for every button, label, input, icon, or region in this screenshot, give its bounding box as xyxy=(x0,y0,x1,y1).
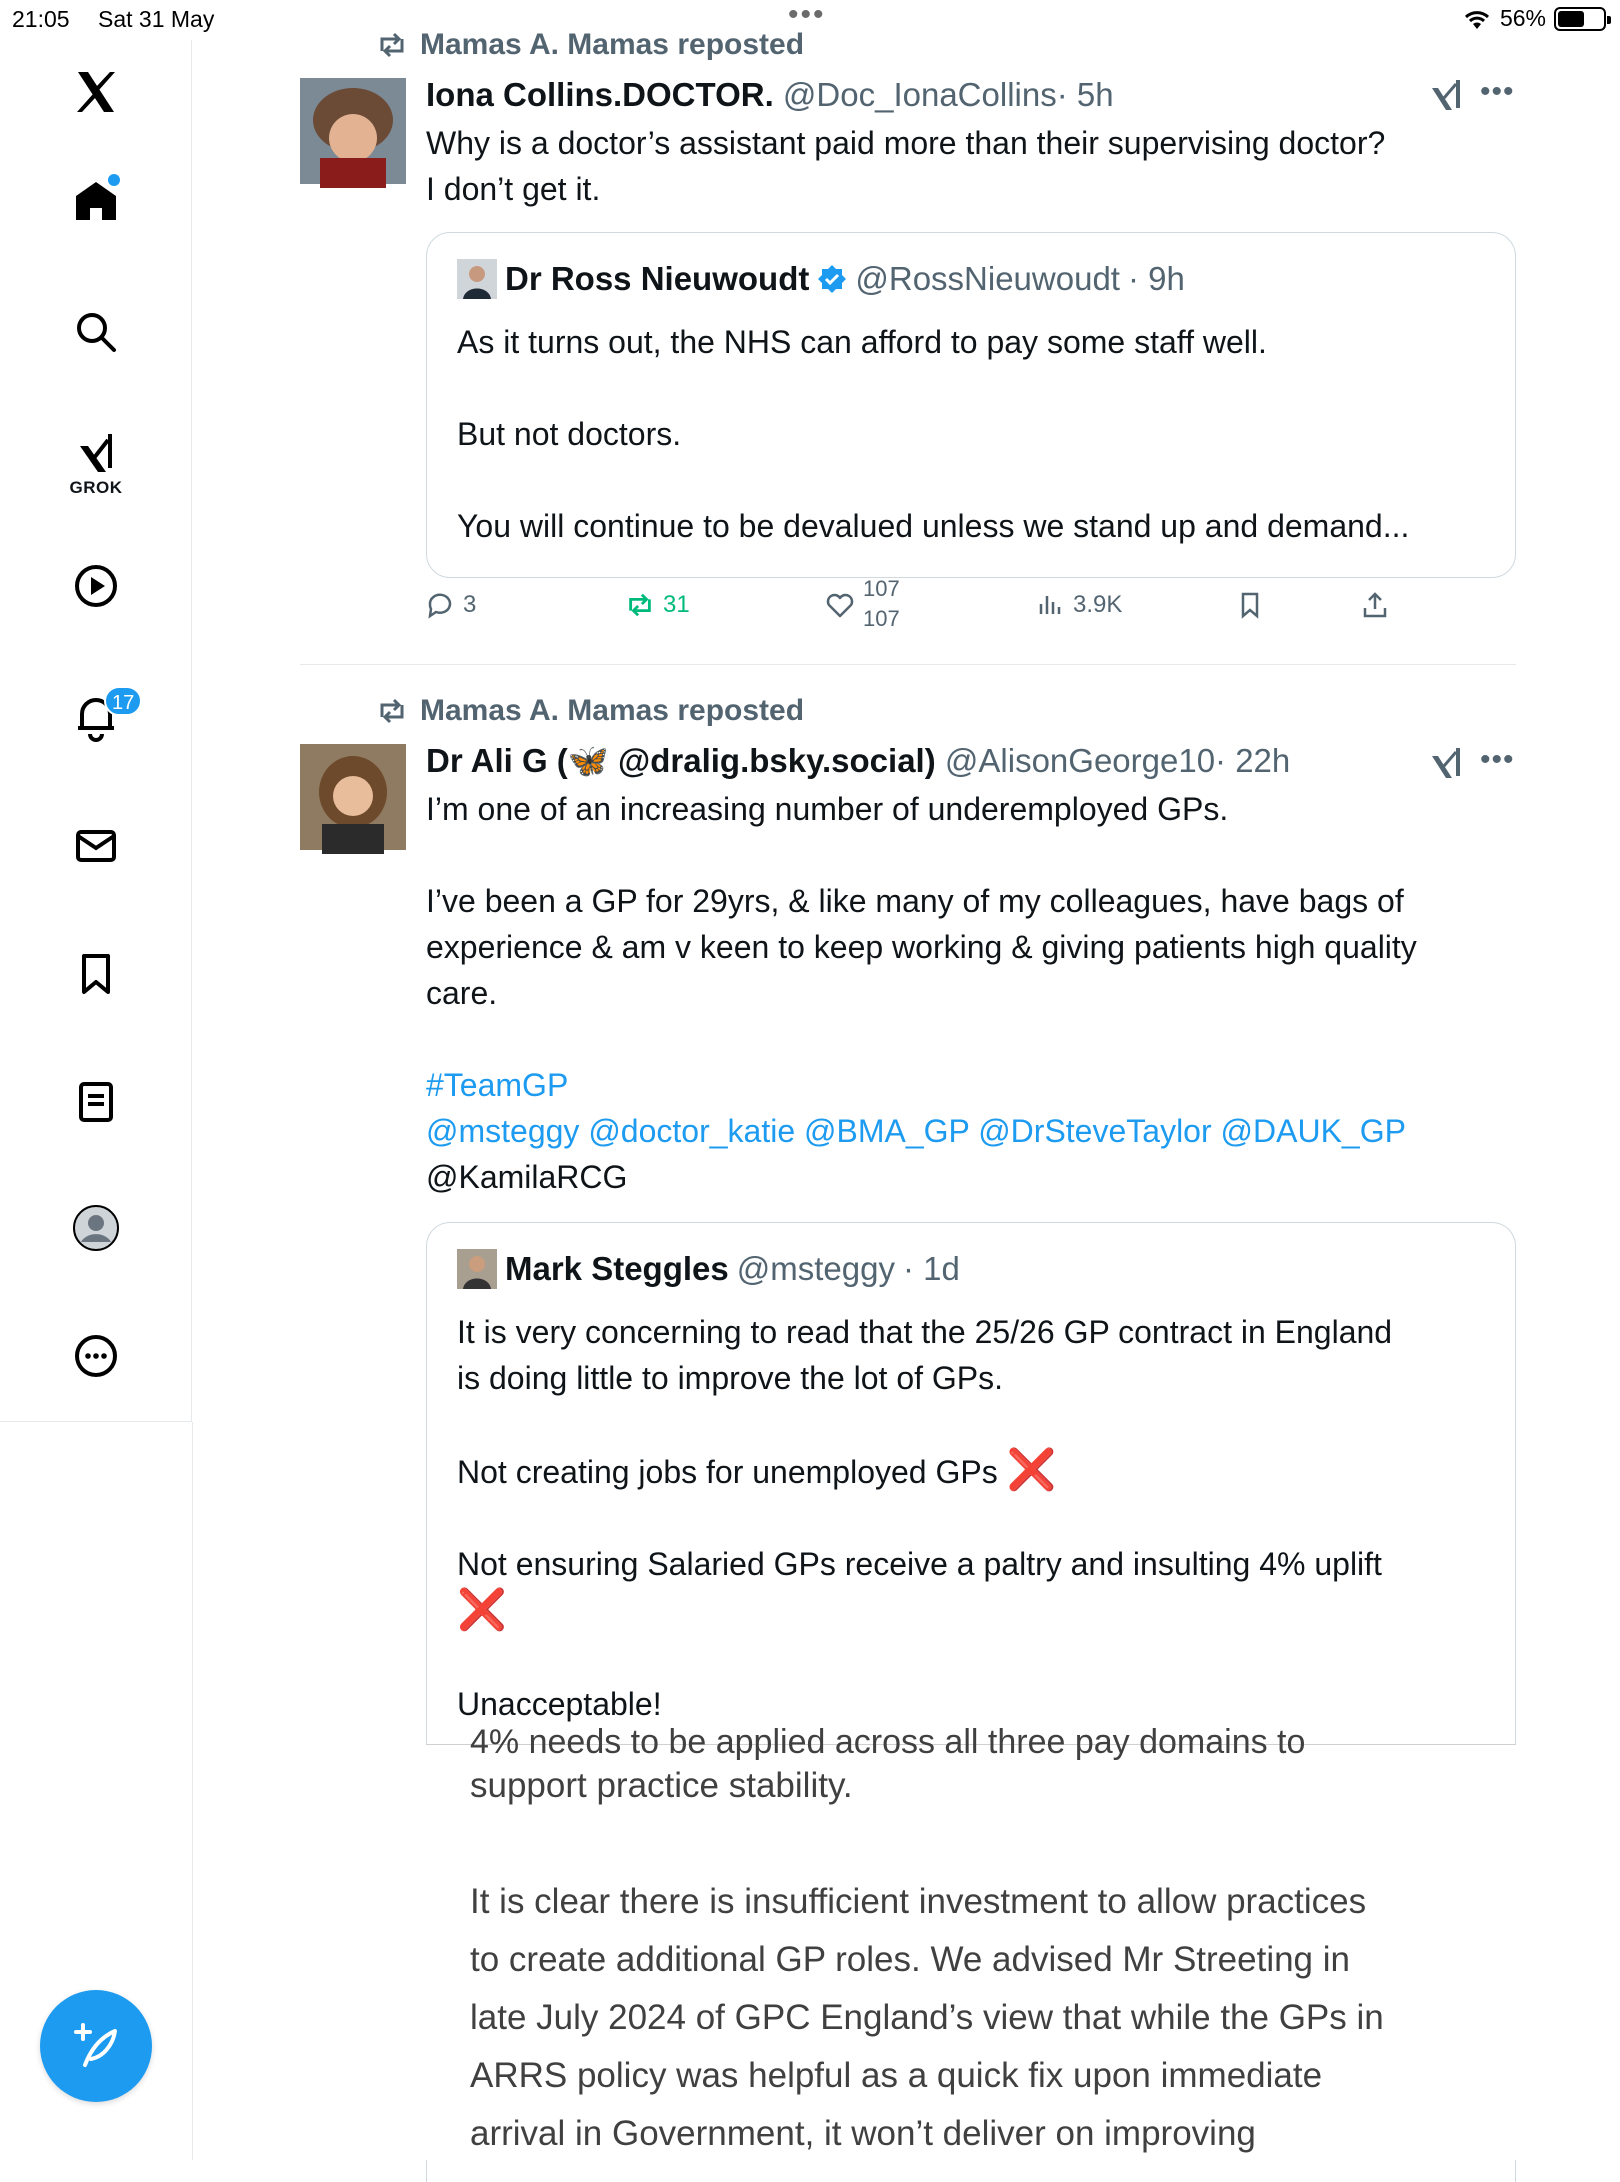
quoted-tweet-header xyxy=(457,1249,960,1289)
repost-icon xyxy=(376,695,408,727)
repost-icon xyxy=(376,29,408,61)
quoted-time: · 1d xyxy=(902,1250,960,1287)
document-line: It is clear there is insufficient investment to allow practices xyxy=(470,1882,1367,1921)
red-cross-emoji: ❌ xyxy=(457,1588,507,1632)
grok-explain-icon[interactable] xyxy=(1428,744,1464,780)
document-line: to create additional GP roles. We advised Mr Streeting in xyxy=(470,1940,1350,1979)
avatar[interactable] xyxy=(300,744,406,850)
notification-badge: 17 xyxy=(104,686,142,716)
grok-icon[interactable] xyxy=(66,422,126,482)
avatar[interactable] xyxy=(300,78,406,184)
quoted-tweet-header xyxy=(457,259,1185,299)
share-button[interactable] xyxy=(1360,590,1390,620)
mention-plain[interactable]: @KamilaRCG xyxy=(426,1159,628,1195)
search-icon[interactable] xyxy=(66,302,126,362)
profile-avatar-icon[interactable] xyxy=(66,1198,126,1258)
quoted-handle: @msteggy xyxy=(736,1250,895,1287)
display-name[interactable]: Iona Collins.DOCTOR. xyxy=(426,76,774,113)
repost-indicator: Mamas A. Mamas reposted xyxy=(376,28,804,62)
like-button[interactable] xyxy=(825,576,903,631)
post-time[interactable]: · 5h xyxy=(1056,76,1114,113)
quoted-handle: @RossNieuwoudt xyxy=(855,260,1120,297)
status-time: 21:05 xyxy=(12,6,70,32)
home-notification-dot xyxy=(108,174,120,186)
compose-post-button[interactable] xyxy=(40,1990,152,2102)
grok-label: GROK xyxy=(69,478,123,497)
post-time[interactable]: · 22h xyxy=(1215,742,1291,779)
like-count-rolling: 107 107 xyxy=(863,576,900,631)
reply-icon xyxy=(425,590,455,620)
tweet-header xyxy=(426,742,1290,781)
status-bar xyxy=(0,0,1620,40)
views-button[interactable]: 3.9K xyxy=(1035,590,1122,620)
lists-icon[interactable] xyxy=(66,1072,126,1132)
status-right xyxy=(1462,5,1606,32)
tweet-actions xyxy=(425,576,1385,638)
wifi-icon xyxy=(1462,7,1492,31)
document-line: ARRS policy was helpful as a quick fix upon immediate xyxy=(470,2056,1323,2095)
quoted-display-name: Dr Ross Nieuwoudt xyxy=(505,260,810,297)
video-icon[interactable] xyxy=(66,556,126,616)
share-icon xyxy=(1360,590,1390,620)
bookmark-icon[interactable] xyxy=(66,944,126,1004)
quoted-time: · 9h xyxy=(1127,260,1185,297)
display-name[interactable]: Dr Ali G (🦋 @dralig.bsky.social) xyxy=(426,742,936,779)
quoted-document-image[interactable] xyxy=(426,1723,1516,2160)
user-handle[interactable]: @Doc_IonaCollins xyxy=(782,76,1057,113)
more-options-icon[interactable] xyxy=(66,1326,126,1386)
battery-icon xyxy=(1554,7,1606,31)
heart-icon xyxy=(825,590,855,620)
battery-percent: 56% xyxy=(1499,5,1546,31)
more-options-icon[interactable]: ••• xyxy=(1480,75,1515,108)
quoted-text: It is very concerning to read that the 25/26 GP contract in England is doing little to improve the lot of GPs. Not creating jobs for unemployed GPs ❌ Not ensuring Salaried GPs receive a paltry and insulting 4% uplift ❌ Unacceptable! xyxy=(457,1314,1393,1722)
document-cut-line: 4% needs to be applied across all three pay domains to xyxy=(470,1723,1306,1761)
verified-badge-icon xyxy=(817,264,847,294)
document-paragraph: support practice stability. xyxy=(470,1766,853,1805)
tweet-divider xyxy=(300,664,1516,665)
document-line: arrival in Government, it won’t deliver on improving xyxy=(470,2114,1256,2153)
quoted-tweet[interactable] xyxy=(426,232,1516,578)
mail-icon[interactable] xyxy=(66,816,126,876)
quoted-avatar xyxy=(457,1249,497,1289)
x-logo-icon[interactable] xyxy=(66,62,126,122)
status-date: Sat 31 May xyxy=(98,6,215,32)
grok-explain-icon[interactable] xyxy=(1428,76,1464,112)
quoted-text: As it turns out, the NHS can afford to pay some staff well. But not doctors. You will continue to be devalued unless we stand up and demand... xyxy=(457,324,1410,544)
red-cross-emoji: ❌ xyxy=(1006,1448,1057,1492)
user-handle[interactable]: @AlisonGeorge10 xyxy=(944,742,1216,779)
quoted-display-name: Mark Steggles xyxy=(505,1250,729,1287)
bookmark-button[interactable] xyxy=(1235,590,1265,620)
repost-button[interactable]: 31 xyxy=(625,590,690,620)
repost-icon xyxy=(625,590,655,620)
mention-links[interactable]: @msteggy @doctor_katie @BMA_GP @DrSteveTaylor @DAUK_GP xyxy=(426,1113,1406,1149)
multitasking-dots[interactable]: ••• xyxy=(788,0,826,31)
tweet-text: Why is a doctor’s assistant paid more than their supervising doctor? I don’t get it. xyxy=(426,125,1386,207)
quoted-avatar xyxy=(457,259,497,299)
views-chart-icon xyxy=(1035,590,1065,620)
feather-plus-icon xyxy=(69,2019,123,2073)
repost-indicator: Mamas A. Mamas reposted xyxy=(376,694,804,728)
document-line: late July 2024 of GPC England’s view that while the GPs in xyxy=(470,1998,1384,2037)
tweet-header xyxy=(426,76,1114,114)
bookmark-icon xyxy=(1235,590,1265,620)
hashtag-link[interactable]: #TeamGP xyxy=(426,1067,569,1103)
more-options-icon[interactable]: ••• xyxy=(1480,743,1515,776)
reply-button[interactable]: 3 xyxy=(425,590,476,620)
tweet-text: I’m one of an increasing number of underemployed GPs. I’ve been a GP for 29yrs, & like many of my colleagues, have bags of experience & am v keen to keep working & giving patients high quality care. #TeamGP @msteggy @doctor_katie @BMA_GP @DrSteveTaylor @DAUK_GP @KamilaRCG xyxy=(426,786,1516,1200)
